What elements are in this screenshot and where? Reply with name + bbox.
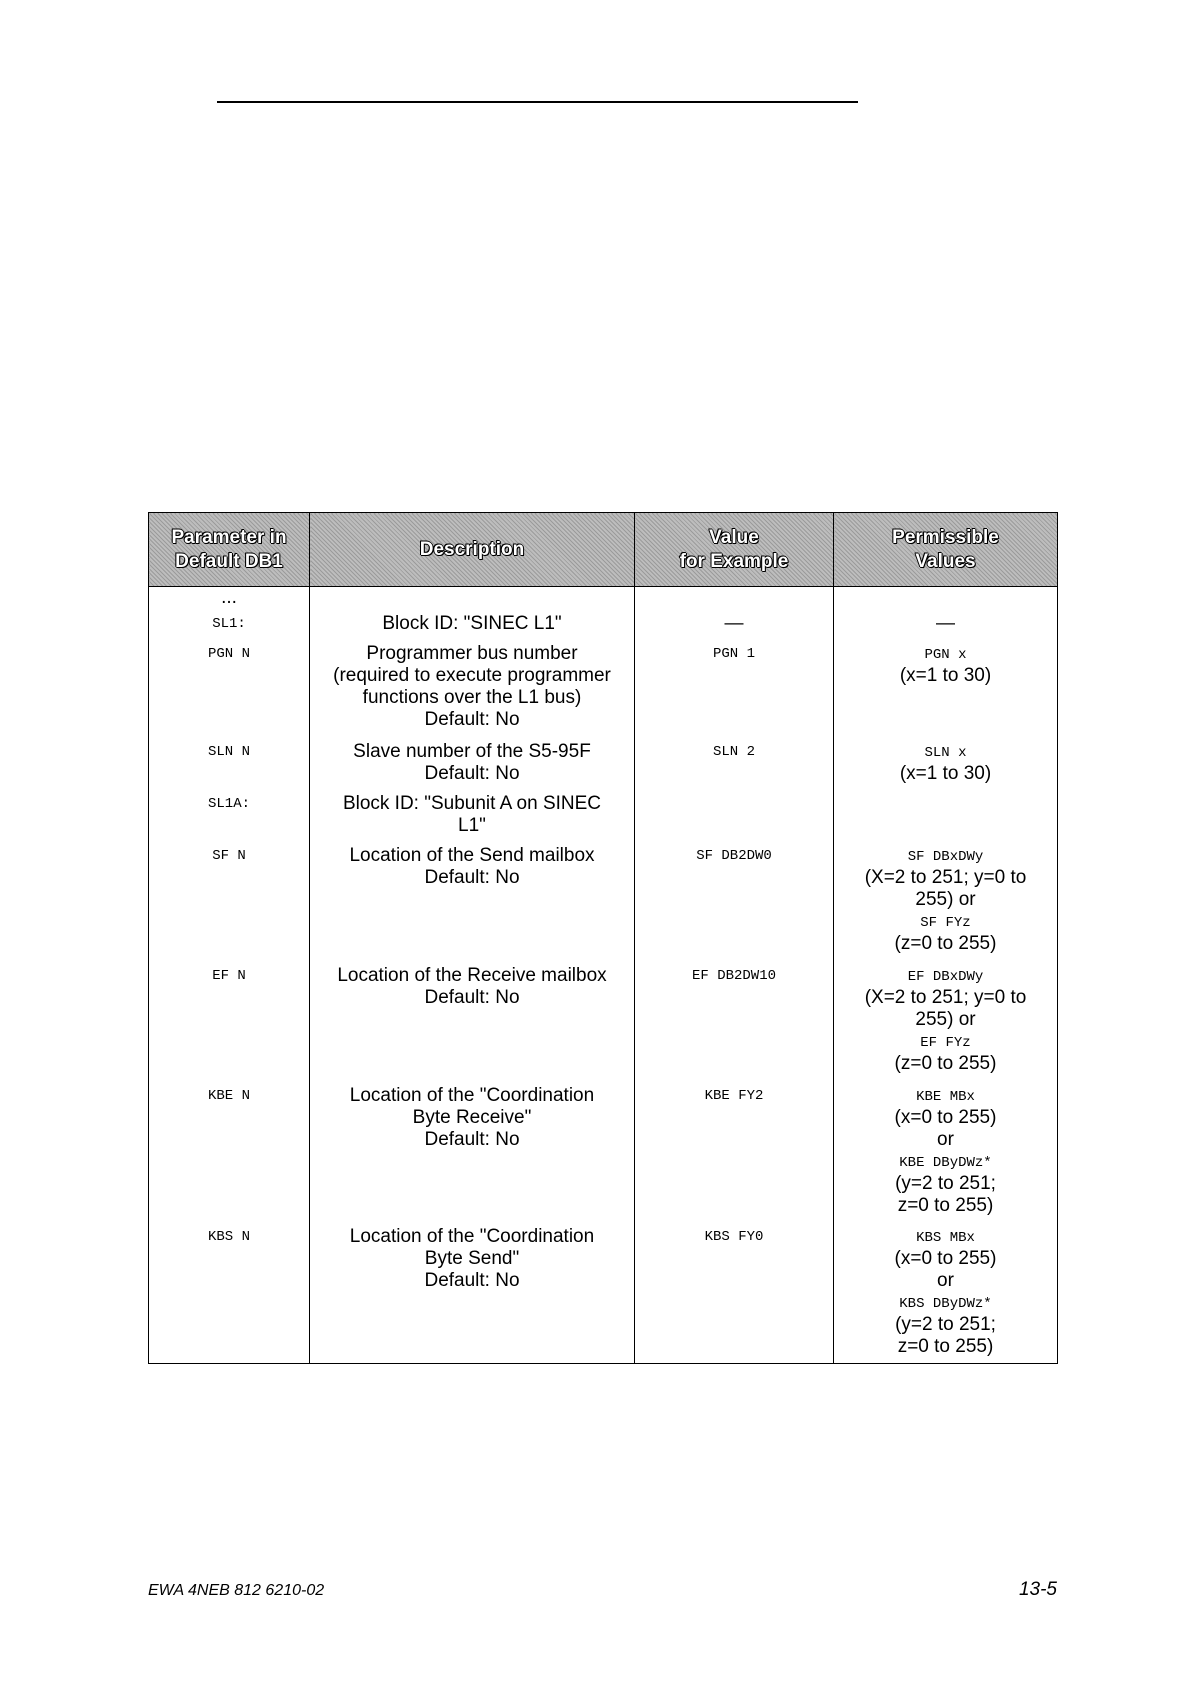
permissible-syntax: SF DBxDWy: [907, 849, 984, 865]
description-cell: Programmer bus number (required to execute programmer functions over the L1 bus) Default: No: [310, 643, 635, 741]
parameter-table: [148, 512, 1058, 1364]
table-row: [149, 965, 1058, 1085]
example-cell: KBS FY0: [635, 1226, 834, 1364]
ellipsis: ...: [149, 587, 310, 614]
permissible-range: (z=0 to 255): [894, 933, 997, 954]
permissible-cell: [834, 613, 1058, 643]
param-cell: SLN N: [149, 741, 310, 793]
description-cell: Block ID: "Subunit A on SINEC L1": [310, 793, 635, 845]
table-header-row: [149, 513, 1058, 587]
example-cell: KBE FY2: [635, 1085, 834, 1226]
table-row-ellipsis: [149, 587, 1058, 614]
param-cell: SF N: [149, 845, 310, 965]
description-cell: Location of the "Coordination Byte Receive" Default: No: [310, 1085, 635, 1226]
page-number: 13-5: [1018, 1579, 1057, 1600]
description-cell: Location of the Send mailbox Default: No: [310, 845, 635, 965]
permissible-range: (x=0 to 255) or: [894, 1248, 997, 1291]
permissible-range: (X=2 to 251; y=0 to 255) or: [864, 987, 1027, 1030]
permissible-cell: [834, 1226, 1058, 1364]
header-parameter: Parameter in Default DB1: [149, 513, 310, 587]
permissible-range: (x=0 to 255) or: [894, 1107, 997, 1150]
description-cell: Location of the Receive mailbox Default: No: [310, 965, 635, 1085]
permissible-cell: [834, 965, 1058, 1085]
header-permissible-values: Permissible Values: [834, 513, 1058, 587]
description-cell: Location of the "Coordination Byte Send" Default: No: [310, 1226, 635, 1364]
permissible-cell: [834, 741, 1058, 793]
permissible-syntax: PGN x: [924, 647, 967, 663]
param-cell: EF N: [149, 965, 310, 1085]
permissible-syntax: EF DBxDWy: [907, 969, 984, 985]
table-row: [149, 845, 1058, 965]
example-cell: EF DB2DW10: [635, 965, 834, 1085]
param-cell: PGN N: [149, 643, 310, 741]
permissible-range: (x=1 to 30): [899, 763, 992, 784]
permissible-syntax: KBE MBx: [916, 1089, 975, 1105]
example-cell: —: [635, 613, 834, 643]
permissible-range: (y=2 to 251; z=0 to 255): [895, 1173, 996, 1216]
permissible-cell: [834, 1085, 1058, 1226]
param-cell: KBE N: [149, 1085, 310, 1226]
table-row: [149, 643, 1058, 741]
example-cell: [635, 793, 834, 845]
param-cell: SL1:: [149, 613, 310, 643]
header-example-value: Value for Example: [635, 513, 834, 587]
permissible-range: (y=2 to 251; z=0 to 255): [895, 1314, 996, 1357]
permissible-cell: [834, 643, 1058, 741]
table-row: [149, 741, 1058, 793]
example-cell: SF DB2DW0: [635, 845, 834, 965]
header-rule: [217, 101, 858, 103]
table-row: [149, 793, 1058, 845]
param-cell: SL1A:: [149, 793, 310, 845]
permissible-cell: [834, 793, 1058, 845]
description-cell: Block ID: "SINEC L1": [310, 613, 635, 643]
header-description: Description: [310, 513, 635, 587]
table-row: [149, 1085, 1058, 1226]
permissible-syntax: EF FYz: [920, 1035, 971, 1051]
example-cell: PGN 1: [635, 643, 834, 741]
permissible-syntax: KBE DByDWz*: [899, 1155, 992, 1171]
permissible-range: (z=0 to 255): [894, 1053, 997, 1074]
table-row: [149, 1226, 1058, 1364]
example-cell: SLN 2: [635, 741, 834, 793]
permissible-line: —: [936, 613, 955, 634]
permissible-syntax: SLN x: [924, 745, 967, 761]
document-number: EWA 4NEB 812 6210-02: [148, 1582, 325, 1599]
permissible-cell: [834, 845, 1058, 965]
permissible-range: (x=1 to 30): [899, 665, 992, 686]
param-cell: KBS N: [149, 1226, 310, 1364]
permissible-syntax: KBS MBx: [916, 1230, 975, 1246]
description-cell: Slave number of the S5-95F Default: No: [310, 741, 635, 793]
permissible-syntax: KBS DByDWz*: [899, 1296, 992, 1312]
table-row: [149, 613, 1058, 643]
permissible-syntax: SF FYz: [920, 915, 971, 931]
permissible-range: (X=2 to 251; y=0 to 255) or: [864, 867, 1027, 910]
